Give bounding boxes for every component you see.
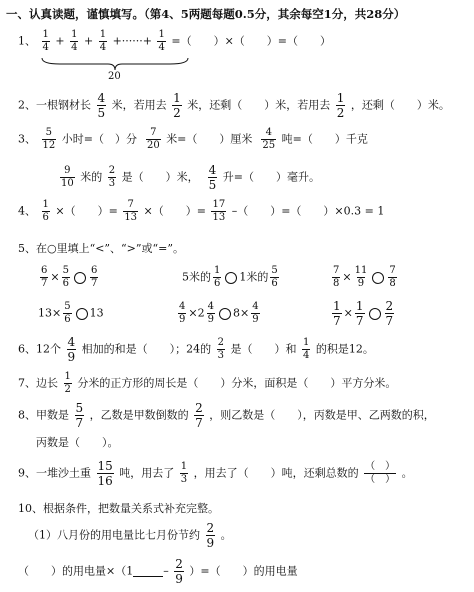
fraction xyxy=(332,266,340,289)
question-text: 是（ ）米， xyxy=(121,170,199,184)
question-9 xyxy=(18,460,413,487)
question-3-line2 xyxy=(58,164,320,191)
question-8 xyxy=(18,402,435,429)
fraction xyxy=(60,166,75,189)
fraction xyxy=(336,92,346,119)
question-text: + xyxy=(55,34,65,48)
fraction-numerator: 1 xyxy=(99,29,107,40)
question-text: 1米的 xyxy=(239,270,269,284)
fraction xyxy=(172,92,182,119)
question-text: ）=（ ）的用电量 xyxy=(189,564,298,578)
question-text: 9、 xyxy=(18,466,36,480)
fraction-denominator: 10 xyxy=(61,178,74,189)
fraction-numerator: 17 xyxy=(212,199,226,210)
fraction-denominator: 4 xyxy=(158,42,165,53)
fraction-numerator: 11 xyxy=(354,265,368,276)
fraction-numerator: 6 xyxy=(90,265,98,276)
question-text: 13 xyxy=(89,306,104,320)
question-text: × xyxy=(342,270,352,284)
fraction xyxy=(123,200,138,223)
fraction-numerator: 1 xyxy=(214,265,221,276)
compare-g xyxy=(330,300,396,327)
fraction-numerator: 4 xyxy=(208,163,217,177)
fraction-numerator: 2 xyxy=(385,299,394,313)
compare-circle[interactable] xyxy=(372,272,384,284)
fraction-denominator: 9 xyxy=(67,350,76,364)
fraction-denominator: 7 xyxy=(355,314,364,328)
fraction-denominator: 4 xyxy=(99,42,107,53)
fraction-numerator: 5 xyxy=(75,401,84,415)
question-text: 米=（ ）厘米 xyxy=(166,132,253,146)
fraction-numerator: 1 xyxy=(71,29,78,40)
question-8-line2: 丙数是（ ）。 xyxy=(36,436,119,449)
question-1 xyxy=(18,30,331,53)
fraction-denominator: 4 xyxy=(303,350,310,361)
question-text: （1）八月份的用电量比七月份节约 xyxy=(28,528,200,542)
question-2 xyxy=(18,92,450,119)
fraction-denominator: 3 xyxy=(217,350,225,361)
fraction xyxy=(75,402,85,429)
question-text: 是（ ）和 xyxy=(230,342,297,356)
fraction-numerator: 2 xyxy=(175,557,183,571)
fraction-numerator: 2 xyxy=(206,521,215,535)
fraction xyxy=(174,558,184,585)
question-text: 8× xyxy=(232,306,250,320)
question-5-label: 5、在○里填上“<”、“>”或“=”。 xyxy=(18,242,184,255)
question-3 xyxy=(18,128,368,151)
answer-blank[interactable] xyxy=(133,566,163,577)
fraction xyxy=(208,164,218,191)
question-text: –（ ）=（ ）×0.3 = 1 xyxy=(231,204,385,218)
fraction-numerator: 2 xyxy=(195,401,203,415)
fraction-numerator: 4 xyxy=(179,301,186,312)
fraction-denominator: 6 xyxy=(64,314,71,325)
fraction-denominator: 8 xyxy=(389,278,396,289)
fraction-denominator: 5 xyxy=(208,178,217,192)
fraction-numerator: 1 xyxy=(355,299,364,313)
compare-circle[interactable] xyxy=(76,308,88,320)
question-text: （ ）的用电量×（1 xyxy=(18,564,134,578)
compare-circle[interactable] xyxy=(74,272,86,284)
question-text: 分米的正方形的周长是（ ）分米，面积是（ ）平方分米。 xyxy=(77,376,397,390)
fraction xyxy=(42,200,50,223)
fraction-numerator: 1 xyxy=(64,371,71,382)
question-text: ，还剩（ ）米。 xyxy=(350,98,450,112)
question-text: 米，还剩（ ）米，若用去 xyxy=(187,98,331,112)
question-text: + xyxy=(83,34,94,48)
fraction-numerator: 15 xyxy=(97,459,113,473)
compare-b xyxy=(182,266,281,289)
fraction xyxy=(354,266,369,289)
compare-circle[interactable] xyxy=(369,308,381,320)
fraction xyxy=(42,30,50,53)
fraction-denominator: 2 xyxy=(173,106,181,120)
question-text: 4、 xyxy=(18,204,36,218)
fraction xyxy=(40,266,48,289)
fraction-denominator: 16 xyxy=(97,474,113,488)
question-text: 7、 xyxy=(18,376,36,390)
question-10-sub1 xyxy=(28,522,232,549)
fraction xyxy=(97,460,114,487)
question-text: 。 xyxy=(401,466,413,480)
fraction-denominator: 7 xyxy=(195,416,203,430)
fraction xyxy=(157,30,165,53)
fraction xyxy=(67,336,77,363)
question-text: 6、 xyxy=(18,342,36,356)
fraction xyxy=(90,266,98,289)
fraction-denominator: （ ） xyxy=(365,474,396,485)
fraction xyxy=(62,266,70,289)
compare-circle[interactable] xyxy=(219,308,231,320)
fraction xyxy=(97,92,107,119)
question-text: × xyxy=(50,270,60,284)
question-text: 边长 xyxy=(36,376,58,390)
fraction xyxy=(261,128,276,151)
fraction-numerator: 7 xyxy=(333,265,340,276)
fraction-numerator: 1 xyxy=(158,29,165,40)
fraction-numerator: 9 xyxy=(64,165,71,176)
fraction-denominator: 7 xyxy=(41,278,48,289)
fraction-numerator: 4 xyxy=(207,301,214,312)
fraction-denominator: 13 xyxy=(124,212,138,223)
q1-brace-label: 20 xyxy=(108,71,121,82)
fraction-denominator: 7 xyxy=(90,278,98,289)
fraction-denominator: 9 xyxy=(252,314,259,325)
question-text: 米，若用去 xyxy=(111,98,167,112)
fraction-numerator: 7 xyxy=(127,199,134,210)
fraction xyxy=(364,462,396,485)
question-text: +······+ xyxy=(112,34,152,48)
question-text: 12个 xyxy=(36,342,61,356)
fraction xyxy=(217,338,225,361)
fraction xyxy=(251,302,259,325)
fraction xyxy=(63,302,71,325)
fraction-denominator: 7 xyxy=(75,416,84,430)
fraction-denominator: 9 xyxy=(175,572,183,586)
fraction-numerator: 1 xyxy=(42,199,49,210)
fraction-numerator: 1 xyxy=(303,337,310,348)
fraction-numerator: 4 xyxy=(265,127,272,138)
fraction xyxy=(70,30,78,53)
fraction xyxy=(194,402,204,429)
question-text: 一根钢材长 xyxy=(36,98,91,112)
fraction-denominator: 25 xyxy=(262,140,276,151)
fraction-denominator: 8 xyxy=(333,278,340,289)
fraction-denominator: 3 xyxy=(108,178,116,189)
question-text: 一堆沙土重 xyxy=(36,466,91,480)
compare-e xyxy=(176,302,262,325)
compare-d xyxy=(38,302,104,325)
question-text: 升=（ ）毫升。 xyxy=(222,170,320,184)
fraction-numerator: 1 xyxy=(173,91,181,105)
question-text: – xyxy=(163,564,169,578)
fraction-denominator: 6 xyxy=(271,278,278,289)
fraction-denominator: 4 xyxy=(42,42,49,53)
fraction-denominator: 2 xyxy=(336,106,345,120)
fraction-denominator: 20 xyxy=(146,140,160,151)
question-4 xyxy=(18,200,384,223)
fraction-denominator: 13 xyxy=(212,212,226,223)
question-text: 吨=（ ）千克 xyxy=(281,132,368,146)
q1-equation: =（ ）×（ ）=（ ） xyxy=(171,34,332,48)
fraction xyxy=(385,300,395,327)
fraction xyxy=(207,302,215,325)
fraction xyxy=(211,200,226,223)
fraction-denominator: 5 xyxy=(97,106,106,120)
question-text: 相加的和是（ ）；24的 xyxy=(81,342,212,356)
section-header: 一、认真读题，谨慎填写。（第4、5两题每题0.5分，其余每空1分，共28分） xyxy=(6,7,406,21)
question-text: 的积是12。 xyxy=(315,342,374,356)
fraction-numerator: 1 xyxy=(180,461,188,472)
fraction-denominator: 9 xyxy=(207,314,214,325)
fraction-numerator: 2 xyxy=(108,165,116,176)
fraction-denominator: 12 xyxy=(42,140,56,151)
fraction xyxy=(99,30,107,53)
question-text: × xyxy=(343,306,353,320)
fraction xyxy=(180,462,188,485)
fraction xyxy=(146,128,161,151)
question-text: ×（ ）= xyxy=(143,204,206,218)
fraction xyxy=(64,372,72,395)
question-text: 。 xyxy=(220,528,232,542)
compare-a xyxy=(38,266,100,289)
fraction-denominator: 9 xyxy=(179,314,186,325)
fraction xyxy=(213,266,221,289)
fraction-numerator: 4 xyxy=(97,91,106,105)
compare-c xyxy=(330,266,399,289)
question-text: ，用去了（ ）吨，还剩总数的 xyxy=(193,466,359,480)
fraction-numerator: 5 xyxy=(45,127,53,138)
question-text: 3、 xyxy=(18,132,36,146)
question-text: 米的 xyxy=(80,170,103,184)
fraction-numerator: 7 xyxy=(150,127,157,138)
fraction-denominator: 9 xyxy=(357,278,365,289)
fraction xyxy=(332,300,342,327)
question-text: ×2 xyxy=(188,306,205,320)
fraction-numerator: （ ） xyxy=(365,461,396,472)
question-text: 吨，用去了 xyxy=(119,466,175,480)
fraction-denominator: 3 xyxy=(180,474,188,485)
fraction-numerator: 1 xyxy=(333,299,341,313)
fraction-denominator: 6 xyxy=(214,278,221,289)
fraction xyxy=(302,338,310,361)
fraction-denominator: 6 xyxy=(62,278,69,289)
fraction-denominator: 2 xyxy=(64,384,71,395)
fraction-numerator: 4 xyxy=(252,301,259,312)
fraction xyxy=(388,266,396,289)
question-10-label: 10、根据条件，把数量关系式补充完整。 xyxy=(18,502,219,515)
fraction-denominator: 7 xyxy=(385,314,394,328)
question-text: 13× xyxy=(38,306,62,320)
question-text: ，乙数是甲数倒数的 xyxy=(89,408,189,422)
question-7 xyxy=(18,372,396,395)
fraction-numerator: 1 xyxy=(42,29,49,40)
fraction-numerator: 5 xyxy=(271,265,278,276)
fraction xyxy=(42,128,57,151)
question-text: 小时=（ ）分 xyxy=(61,132,137,146)
fraction-numerator: 6 xyxy=(41,265,48,276)
question-10-equation xyxy=(18,558,298,585)
fraction-numerator: 4 xyxy=(67,335,76,349)
fraction xyxy=(355,300,365,327)
question-6 xyxy=(18,336,374,363)
fraction-numerator: 7 xyxy=(389,265,396,276)
fraction xyxy=(270,266,278,289)
question-text: ×（ ）= xyxy=(55,204,118,218)
question-text: 8、 xyxy=(18,408,36,422)
question-text: 2、 xyxy=(18,98,36,112)
fraction-numerator: 1 xyxy=(336,91,345,105)
question-text: 5米的 xyxy=(182,270,211,284)
compare-circle[interactable] xyxy=(225,272,237,284)
fraction-numerator: 2 xyxy=(217,337,225,348)
fraction-denominator: 6 xyxy=(42,212,49,223)
question-text: 甲数是 xyxy=(36,408,69,422)
fraction-denominator: 9 xyxy=(206,536,215,550)
fraction-denominator: 4 xyxy=(71,42,78,53)
fraction-numerator: 5 xyxy=(64,301,71,312)
fraction xyxy=(206,522,216,549)
fraction-denominator: 7 xyxy=(333,314,341,328)
question-text: ，则乙数是（ ），丙数是甲、乙两数的积， xyxy=(209,408,435,422)
fraction xyxy=(178,302,186,325)
fraction xyxy=(108,166,116,189)
q1-brace xyxy=(40,56,190,72)
q1-number: 1、 xyxy=(18,34,36,48)
fraction-numerator: 5 xyxy=(62,265,69,276)
